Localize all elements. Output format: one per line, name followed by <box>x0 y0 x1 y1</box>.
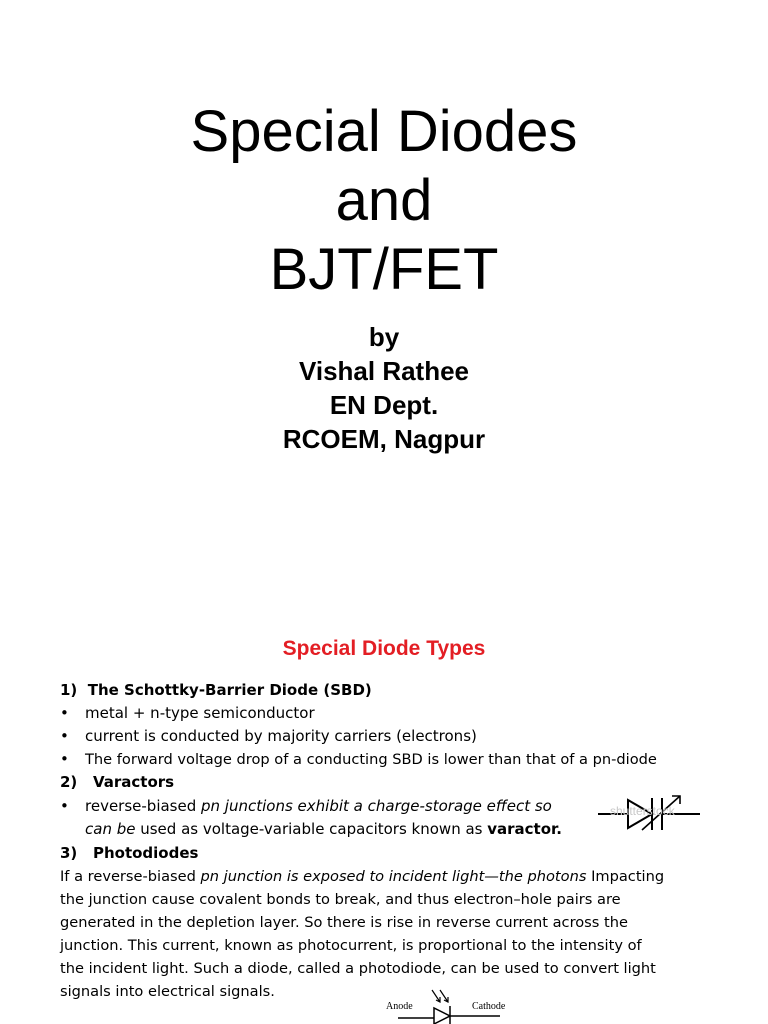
bullet-glyph: • <box>60 750 69 768</box>
varactors-line2-bold: varactor. <box>487 820 562 838</box>
title-line-1: Special Diodes <box>190 99 578 164</box>
section-heading: Special Diode Types <box>282 637 486 660</box>
photodiodes-p1-italic: pn junction is exposed to incident light—the photons <box>200 868 592 885</box>
bullet-glyph: • <box>60 727 69 745</box>
varactors-heading <box>60 771 174 794</box>
byline-institute: RCOEM, Nagpur <box>282 424 486 454</box>
varactors-number: 2) <box>60 773 78 791</box>
sbd-bullet-1: metal + n-type semiconductor <box>85 704 315 722</box>
varactors-line2-italic: can be <box>85 820 141 838</box>
photodiodes-para-line-5: the incident light. Such a diode, called a photodiode, can be used to convert light <box>60 960 656 977</box>
varactors-line2-plain: used as voltage-variable capacitors known as <box>140 820 488 838</box>
photodiodes-heading <box>60 842 198 865</box>
varactors-title: Varactors <box>92 773 175 791</box>
varactors-line-1 <box>85 795 552 818</box>
title-line-2: and <box>335 168 433 233</box>
varactors-line1-italic: pn junctions exhibit a charge-storage effect so <box>201 797 552 815</box>
watermark-text: shutterstock <box>610 804 675 818</box>
byline-author: Vishal Rathee <box>298 356 470 386</box>
photodiodes-p1-plain: If a reverse-biased <box>60 868 201 885</box>
bullet-glyph: • <box>60 704 69 722</box>
sbd-number: 1) <box>60 681 78 699</box>
photodiodes-para-line-3: generated in the depletion layer. So there is rise in reverse current across the <box>60 914 628 931</box>
varactors-line-2 <box>85 818 562 841</box>
cathode-label: Cathode <box>472 1001 506 1012</box>
sbd-heading <box>60 679 372 702</box>
photodiodes-number: 3) <box>60 844 78 862</box>
photodiodes-title: Photodiodes <box>92 844 199 862</box>
photodiodes-p1-tail: Impacting <box>591 868 665 885</box>
byline-by: by <box>368 322 400 352</box>
sbd-bullet-3: The forward voltage drop of a conducting SBD is lower than that of a pn-diode <box>85 751 657 768</box>
photodiodes-para-line-4: junction. This current, known as photocurrent, is proportional to the intensity of <box>60 937 642 954</box>
photodiodes-para-line-2: the junction cause covalent bonds to break, and thus electron–hole pairs are <box>60 891 621 908</box>
sbd-title: The Schottky-Barrier Diode (SBD) <box>87 681 372 699</box>
photodiodes-para-line-1 <box>60 865 664 888</box>
photodiodes-para-line-6: signals into electrical signals. <box>60 983 275 1000</box>
byline-dept: EN Dept. <box>329 390 439 420</box>
title-line-3: BJT/FET <box>269 237 499 302</box>
anode-label: Anode <box>386 1001 413 1012</box>
bullet-glyph: • <box>60 797 69 815</box>
photodiode-symbol-icon <box>380 986 510 1024</box>
sbd-bullet-2: current is conducted by majority carriers (electrons) <box>85 727 477 745</box>
varactors-line1-plain: reverse-biased <box>85 797 202 815</box>
